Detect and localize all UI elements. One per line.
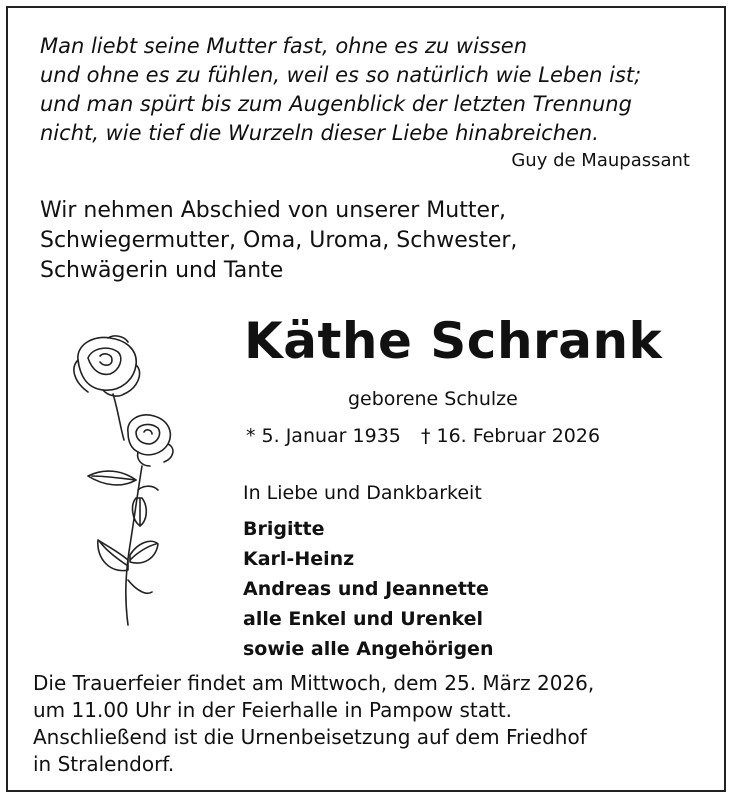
intro-line: Schwägerin und Tante [40, 258, 284, 283]
quote-line: nicht, wie tief die Wurzeln dieser Liebe hinabreichen. [40, 121, 599, 145]
quote-author: Guy de Maupassant [511, 150, 690, 171]
quote-line: und ohne es zu fühlen, weil es so natürlich wie Leben ist; [40, 63, 642, 87]
mourner: alle Enkel und Urenkel [243, 608, 483, 630]
life-dates [246, 425, 600, 447]
funeral-line: Anschließend ist die Urnenbeisetzung auf dem Friedhof [33, 725, 587, 749]
mourners-intro: In Liebe und Dankbarkeit [243, 482, 482, 504]
intro-line: Wir nehmen Abschied von unserer Mutter, [40, 198, 507, 223]
quote [40, 32, 700, 148]
quote-line: und man spürt bis zum Augenblick der letzten Trennung [40, 92, 632, 116]
mourner: Karl-Heinz [243, 548, 355, 570]
rose-icon [58, 330, 188, 630]
funeral-line: in Stralendorf. [33, 752, 175, 776]
farewell-intro [40, 196, 517, 286]
deceased-name: Käthe Schrank [244, 312, 663, 370]
funeral-line: Die Trauerfeier findet am Mittwoch, dem 25. März 2026, [33, 671, 595, 695]
mourner: sowie alle Angehörigen [243, 638, 494, 660]
mourner: Brigitte [243, 518, 325, 540]
funeral-info [33, 670, 594, 778]
quote-line: Man liebt seine Mutter fast, ohne es zu wissen [40, 34, 528, 58]
intro-line: Schwiegermutter, Oma, Uroma, Schwester, [40, 228, 518, 253]
birth-date: * 5. Januar 1935 [246, 425, 401, 447]
mourner: Andreas und Jeannette [243, 578, 489, 600]
death-date: † 16. Februar 2026 [420, 425, 601, 447]
mourners-list [243, 514, 493, 664]
funeral-line: um 11.00 Uhr in der Feierhalle in Pampow statt. [33, 698, 513, 722]
birth-name: geborene Schulze [348, 388, 518, 410]
